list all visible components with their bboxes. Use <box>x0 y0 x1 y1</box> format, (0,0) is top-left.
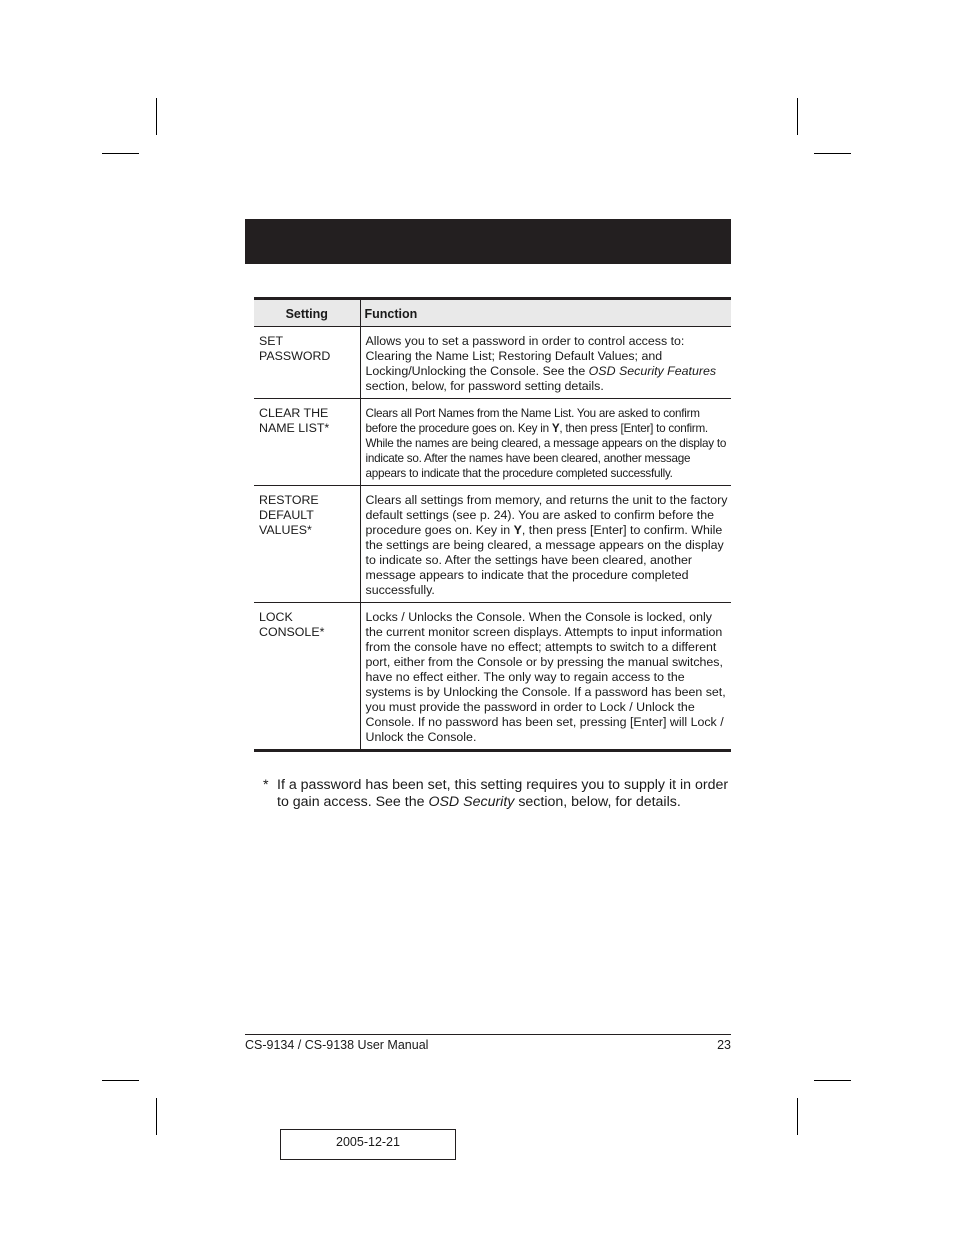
setting-name: RESTORE DEFAULT VALUES* <box>259 493 319 537</box>
emphasized-text: OSD Security <box>428 794 515 810</box>
column-header-setting: Setting <box>254 299 360 327</box>
emphasized-text: Y <box>551 422 560 435</box>
setting-cell <box>254 486 360 603</box>
column-header-function: Function <box>360 299 731 327</box>
table-row <box>254 603 731 751</box>
crop-mark <box>814 153 851 154</box>
crop-mark <box>156 1098 157 1135</box>
function-cell <box>360 486 731 603</box>
text-run: If a password has been set, this setting requires you to supply it in order to gain access. See the <box>277 777 729 810</box>
setting-name: SET PASSWORD <box>259 334 331 363</box>
text-run: section, below, for password setting details. <box>365 379 604 393</box>
emphasized-text: Y <box>513 523 522 537</box>
crop-mark <box>797 1098 798 1135</box>
text-run: Clears all settings from memory, and returns the unit to the factory default settings (see p. 24). You are asked to confirm before the procedure goes on. Key in <box>365 493 728 537</box>
text-run: , then press [Enter] to confirm. While the settings are being cleared, a message appears on the display to indicate so. After the settings have been cleared, another message appears to indicate that the procedure completed successfully. <box>365 523 724 597</box>
setting-cell <box>254 327 360 399</box>
emphasized-text: OSD Security Features <box>588 364 717 378</box>
setting-cell <box>254 603 360 751</box>
crop-mark <box>797 98 798 135</box>
function-cell <box>360 327 731 399</box>
text-run: Locks / Unlocks the Console. When the Console is locked, only the current monitor screen displays. Attempts to input information from the console have no effect; attempts to switch to a different port, either from the Console or by pressing the manual switches, have no effect either. The only way to regain access to the systems is by Unlocking the Console. If a password has been set, you must provide the password in order to Lock / Unlock the Console. If no password has been set, pressing [Enter] will Lock / Unlock the Console. <box>365 610 726 744</box>
table-row <box>254 399 731 486</box>
setting-cell <box>254 399 360 486</box>
setting-name: LOCK CONSOLE* <box>259 610 325 639</box>
text-run: , then press [Enter] to confirm. While the names are being cleared, a message appears on the display to indicate so. After the names have been cleared, another message appears to indicate that the procedure completed successfully. <box>365 422 727 480</box>
settings-table <box>254 297 731 752</box>
footnote-text <box>277 777 733 811</box>
footnote <box>263 777 733 811</box>
setting-name: CLEAR THE NAME LIST* <box>259 406 330 435</box>
table-header-row <box>254 299 731 327</box>
function-cell <box>360 399 731 486</box>
table-row <box>254 486 731 603</box>
crop-mark <box>102 1080 139 1081</box>
crop-mark <box>156 98 157 135</box>
crop-mark <box>102 153 139 154</box>
footnote-marker: * <box>263 777 269 793</box>
section-header-bar <box>245 219 731 264</box>
crop-mark <box>814 1080 851 1081</box>
text-run: Clears all Port Names from the Name List. You are asked to confirm before the procedure goes on. Key in <box>365 407 700 435</box>
text-run: section, below, for details. <box>514 794 681 810</box>
text-run: Allows you to set a password in order to control access to: Clearing the Name List; Restoring Default Values; and Locking/Unlocking the Console. See the <box>365 334 685 378</box>
function-cell <box>360 603 731 751</box>
footer-manual-title: CS-9134 / CS-9138 User Manual <box>245 1038 429 1052</box>
date-stamp: 2005-12-21 <box>280 1129 456 1160</box>
table-row <box>254 327 731 399</box>
page-number: 23 <box>717 1038 731 1052</box>
footer-divider <box>245 1034 731 1035</box>
